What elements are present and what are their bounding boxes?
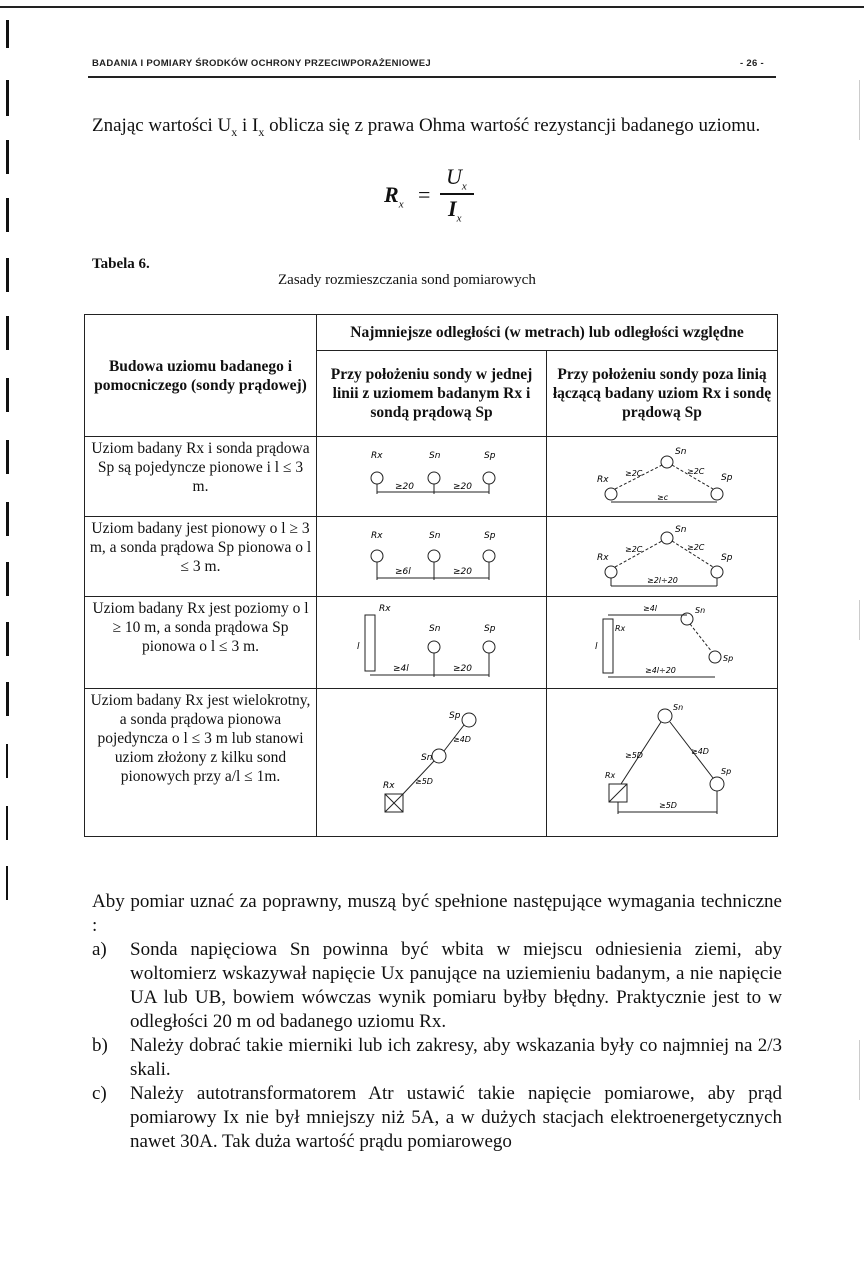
svg-text:≥5D: ≥5D [625, 750, 643, 760]
svg-text:Sp: Sp [723, 653, 734, 663]
inline-probe-diagram-2 [357, 522, 507, 592]
svg-text:l: l [595, 641, 598, 652]
scan-margin-mark [6, 80, 9, 116]
svg-text:Sn: Sn [695, 605, 706, 615]
svg-text:≥c: ≥c [657, 492, 669, 502]
offline-probe-diagram-4 [587, 698, 737, 828]
svg-text:l: l [356, 641, 360, 652]
col-construction-header: Budowa uziomu badanego i pomocniczego (sondy prądowej) [85, 315, 317, 437]
scan-margin-mark [6, 682, 9, 716]
svg-text:≥20: ≥20 [452, 481, 472, 492]
offline-probe-diagram-1 [587, 442, 737, 512]
requirements-section [92, 890, 782, 1154]
requirements-intro: Aby pomiar uznać za poprawny, muszą być spełnione następujące wymagania techniczne : [92, 891, 782, 936]
svg-text:Rx: Rx [615, 623, 626, 633]
table-caption: Zasady rozmieszczania sond pomiarowych [278, 272, 536, 288]
svg-text:≥20: ≥20 [452, 663, 472, 674]
svg-text:Sp: Sp [448, 710, 460, 721]
svg-text:Rx: Rx [597, 552, 609, 563]
scan-edge-shadow [859, 80, 860, 140]
header-rule [88, 76, 776, 78]
scan-edge-shadow [859, 1040, 860, 1100]
svg-text:Sp: Sp [483, 450, 495, 461]
requirements-list [92, 938, 782, 1154]
svg-text:≥2C: ≥2C [687, 466, 705, 476]
distance-group-header: Najmniejsze odległości (w metrach) lub odległości względne [317, 315, 778, 351]
row-description: Uziom badany Rx jest poziomy o l ≥ 10 m, a sonda prądowa Sp pionowa o l ≤ 3 m. [85, 597, 317, 689]
svg-text:≥2C: ≥2C [625, 544, 643, 554]
svg-text:≥4l÷20: ≥4l÷20 [645, 665, 676, 675]
svg-text:≥4l: ≥4l [392, 663, 409, 674]
svg-text:≥4D: ≥4D [691, 746, 709, 756]
svg-text:≥6l: ≥6l [394, 566, 411, 577]
table-row [85, 597, 778, 689]
scan-margin-mark [6, 622, 9, 656]
inline-probe-diagram-3 [357, 601, 507, 685]
scan-margin-mark [6, 316, 9, 350]
table-row [85, 437, 778, 517]
inline-diagram [317, 517, 547, 597]
running-header [92, 58, 772, 69]
row-description: Uziom badany Rx i sonda prądowa Sp są pojedyncze pionowe i l ≤ 3 m. [85, 437, 317, 517]
row-description: Uziom badany jest pionowy o l ≥ 3 m, a sonda prądowa Sp pionowa o l ≤ 3 m. [85, 517, 317, 597]
svg-text:Rx: Rx [378, 603, 391, 614]
svg-text:≥2C: ≥2C [687, 542, 705, 552]
list-item: c) Należy autotransformatorem Atr ustawić takie napięcie pomiarowe, aby prąd pomiarowy Ix nie był mniejszy niż 5A, a w dużych stacjach elektroenergetycznych nawet 30A. Tak duża wartość prądu pomiarowego [92, 1083, 782, 1152]
scan-margin-mark [6, 20, 9, 48]
intro-paragraph: Znając wartości $U_x$ i $I_x$ oblicza się z prawa Ohma wartość rezystancji badanego uziomu. [92, 115, 761, 139]
svg-text:≥5D: ≥5D [659, 800, 677, 810]
scan-margin-mark [6, 806, 8, 840]
svg-text:≥4l: ≥4l [643, 603, 658, 613]
inline-diagram [317, 437, 547, 517]
table-row [85, 517, 778, 597]
svg-text:≥5D: ≥5D [414, 776, 433, 786]
inline-diagram [317, 689, 547, 837]
col-offline-header: Przy położeniu sondy poza linią łączącą badany uziom Rx i sondę prądową Sp [547, 351, 778, 437]
scan-margin-mark [6, 502, 9, 536]
inline-probe-diagram-4 [357, 698, 507, 828]
table-label: Tabela 6. [92, 256, 150, 272]
scan-edge-shadow [859, 600, 860, 640]
svg-text:Sn: Sn [428, 450, 440, 461]
list-item: b) Należy dobrać takie mierniki lub ich zakresy, aby wskazania były co najmniej na 2/3 skali. [92, 1035, 782, 1080]
offline-probe-diagram-3 [587, 601, 737, 685]
svg-text:Rx: Rx [605, 770, 616, 780]
scan-margin-mark [6, 866, 8, 900]
ohm-law-formula: $R_x$ = $U_x$ $I_x$ [384, 168, 504, 228]
list-item: a) Sonda napięciowa Sn powinna być wbita w miejscu odniesienia ziemi, aby woltomierz wskazywał napięcie Ux panujące na uziemieniu badanym, a nie napięcie UA lub UB, bowiem wówczas wynik pomiaru byłby błędny. Praktycznie jest to w odległości 20 m od badanego uziomu Rx. [92, 939, 782, 1032]
inline-probe-diagram-1 [357, 442, 507, 512]
scan-margin-mark [6, 378, 9, 412]
svg-text:Sn: Sn [675, 524, 687, 535]
scan-margin-mark [6, 140, 9, 174]
page-number: - 26 - [740, 58, 764, 69]
offline-diagram [547, 597, 778, 689]
offline-diagram [547, 437, 778, 517]
row-description: Uziom badany Rx jest wielokrotny, a sonda prądowa pionowa pojedyncza o l ≤ 3 m lub stanowi uziom złożony z kilku sond pionowych przy a/l ≤ 1m. [85, 689, 317, 837]
scan-margin-mark [6, 198, 9, 232]
svg-text:≥20: ≥20 [452, 566, 472, 577]
svg-text:≥2C: ≥2C [625, 468, 643, 478]
scan-margin-mark [6, 440, 9, 474]
svg-text:Rx: Rx [370, 530, 383, 541]
scan-margin-mark [6, 258, 9, 292]
scan-margin-mark [6, 562, 9, 596]
header-title: BADANIA I POMIARY ŚRODKÓW OCHRONY PRZECIWPORAŻENIOWEJ [92, 58, 431, 69]
svg-text:Sn: Sn [675, 446, 687, 457]
inline-diagram [317, 597, 547, 689]
offline-probe-diagram-2 [587, 522, 737, 592]
svg-text:≥4D: ≥4D [452, 734, 471, 744]
svg-text:Sn: Sn [420, 752, 432, 763]
top-border-line [0, 6, 864, 8]
col-inline-header: Przy położeniu sondy w jednej linii z uziomem badanym Rx i sondą prądową Sp [317, 351, 547, 437]
svg-text:Rx: Rx [370, 450, 383, 461]
scan-margin-mark [6, 744, 8, 778]
offline-diagram [547, 689, 778, 837]
offline-diagram [547, 517, 778, 597]
svg-text:Sp: Sp [721, 472, 733, 483]
svg-text:Sp: Sp [721, 766, 732, 776]
svg-text:Sn: Sn [673, 702, 684, 712]
svg-text:Sp: Sp [483, 530, 495, 541]
svg-text:≥2l÷20: ≥2l÷20 [647, 575, 678, 585]
probe-placement-table [84, 314, 778, 837]
svg-text:Sp: Sp [483, 623, 495, 634]
svg-text:Rx: Rx [597, 474, 609, 485]
svg-text:≥20: ≥20 [394, 481, 414, 492]
svg-text:Sp: Sp [721, 552, 733, 563]
svg-text:Sn: Sn [428, 530, 440, 541]
svg-text:Rx: Rx [382, 780, 395, 791]
svg-text:Sn: Sn [428, 623, 440, 634]
table-row [85, 689, 778, 837]
